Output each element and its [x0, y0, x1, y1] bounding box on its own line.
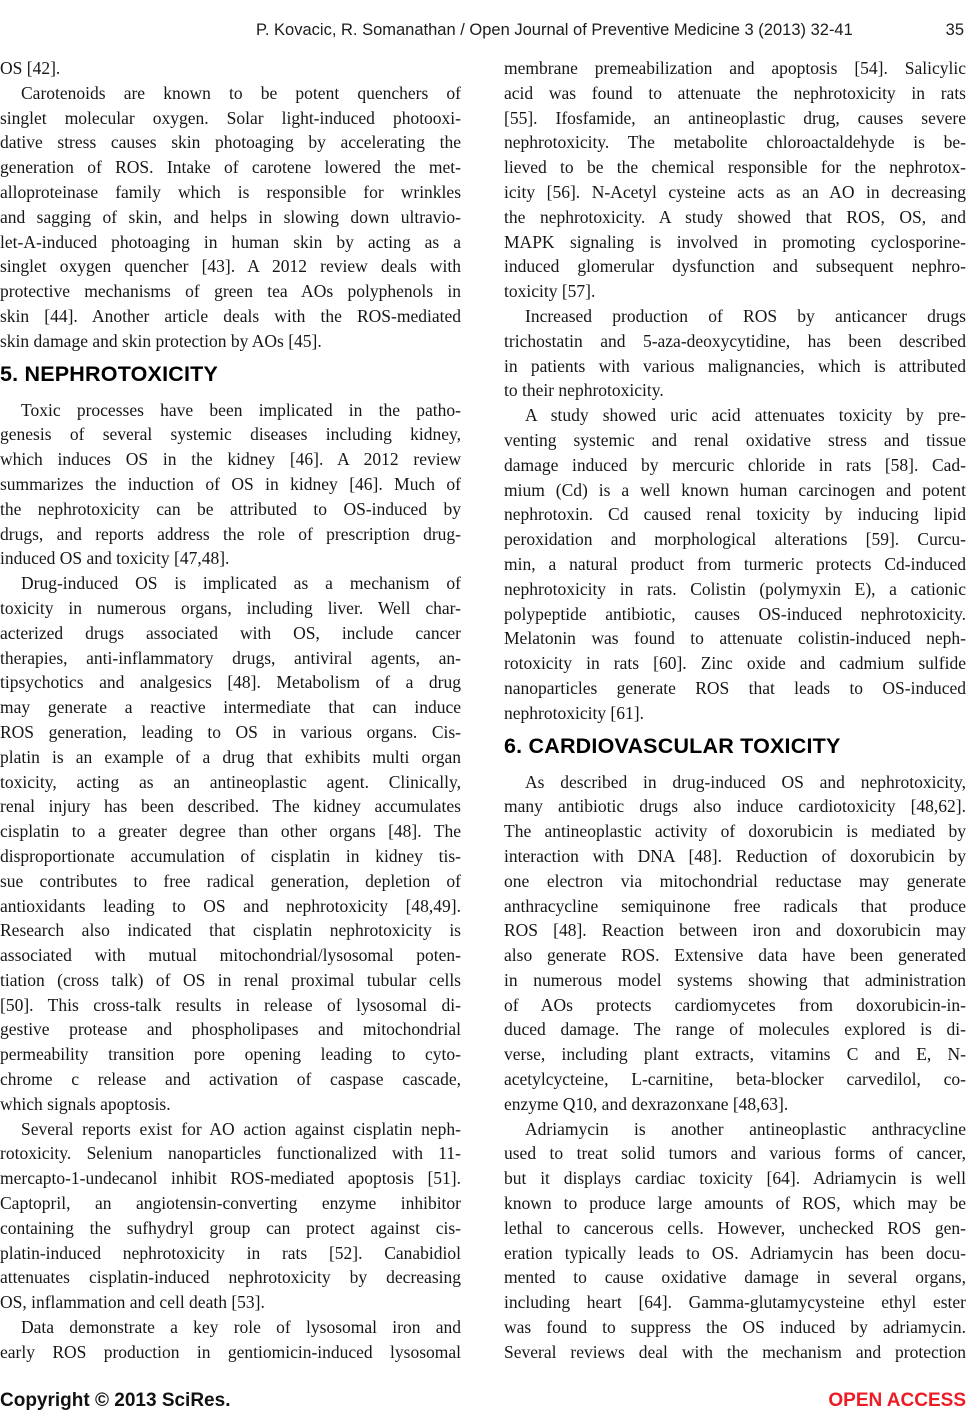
text-line: enzyme Q10, and dexrazonxane [48,63].	[504, 1093, 789, 1114]
text-line: acetylcycteine, L-carnitine, beta-blocker carvedilol, co-	[504, 1069, 966, 1090]
text-line: chrome c release and activation of caspase cascade,	[0, 1069, 461, 1090]
text-line: cisplatin to a greater degree than other organs [48]. The	[0, 821, 461, 842]
page-footer	[0, 1390, 966, 1412]
text-line: [50]. This cross-talk results in release of lysosomal di-	[0, 994, 461, 1015]
paragraph	[504, 1117, 966, 1365]
text-line: nanoparticles generate ROS that leads to OS-induced	[504, 677, 966, 698]
paragraph	[0, 56, 461, 81]
text-line: tipsychotics and analgesics [48]. Metabolism of a drug	[0, 672, 461, 693]
text-line: and sagging of skin, and helps in slowing down ultravio-	[0, 206, 461, 227]
text-line: which signals apoptosis.	[0, 1093, 171, 1114]
text-line: Data demonstrate a key role of lysosomal iron and	[21, 1317, 461, 1338]
text-line: which induces OS in the kidney [46]. A 2012 review	[0, 449, 461, 470]
text-line: [55]. Ifosfamide, an antineoplastic drug, causes severe	[504, 107, 966, 128]
text-line: toxicity in numerous organs, including liver. Well char-	[0, 597, 461, 618]
text-line: nephrotoxicity in rats. Colistin (polymyxin E), a cationic	[504, 578, 966, 599]
paragraph	[0, 398, 461, 572]
text-line: membrane premeabilization and apoptosis [54]. Salicylic	[504, 58, 966, 78]
text-line: disproportionate accumulation of cisplatin in kidney tis-	[0, 845, 461, 866]
text-line: let-A-induced photoaging in human skin by acting as a	[0, 231, 461, 252]
section-heading: 6. CARDIOVASCULAR TOXICITY	[504, 733, 841, 758]
text-line: skin [44]. Another article deals with the ROS-mediated	[0, 305, 461, 326]
text-line: singlet oxygen quencher [43]. A 2012 review deals with	[0, 256, 461, 277]
text-line: lieved to be the chemical responsible for the nephrotox-	[504, 157, 966, 178]
text-line: protective mechanisms of green tea AOs polyphenols in	[0, 281, 461, 302]
text-line: also generate ROS. Extensive data have been generated	[504, 945, 966, 966]
text-line: the nephrotoxicity. A study showed that ROS, OS, and	[504, 206, 966, 227]
text-line: Several reports exist for AO action against cisplatin neph-	[21, 1118, 461, 1139]
text-line: duced damage. The range of molecules explored is di-	[504, 1019, 966, 1040]
text-line: nephrotoxicity [61].	[504, 702, 644, 723]
paragraph	[504, 403, 966, 725]
text-line: sue contributes to free radical generation, depletion of	[0, 870, 461, 891]
left-column	[0, 56, 461, 1365]
text-line: nephrotoxicity. The metabolite chloroactaldehyde is be-	[504, 132, 966, 153]
page-number: 35	[945, 21, 964, 39]
text-line: toxicity, acting as an antineoplastic agent. Clinically,	[0, 771, 461, 792]
text-line: MAPK signaling is involved in promoting cyclosporine-	[504, 231, 966, 252]
text-line: early ROS production in gentiomicin-induced lysosomal	[0, 1341, 461, 1362]
text-line: skin damage and skin protection by AOs [45].	[0, 330, 322, 351]
text-line: eration typically leads to OS. Adriamycin has been docu-	[504, 1242, 966, 1263]
text-line: of AOs protects cardiomycetes from doxorubicin-in-	[504, 994, 966, 1015]
text-line: platin is an example of a drug that exhibits multi organ	[0, 746, 461, 767]
text-line: summarizes the induction of OS in kidney [46]. Much of	[0, 473, 461, 494]
text-line: icity [56]. N-Acetyl cysteine acts as an AO in decreasing	[504, 181, 966, 202]
paragraph	[504, 770, 966, 1117]
text-line: attenuates cisplatin-induced nephrotoxicity by decreasing	[0, 1267, 461, 1288]
paragraph	[0, 1117, 461, 1315]
text-line: lethal to cancerous cells. However, unchecked ROS gen-	[504, 1217, 966, 1238]
text-line: induced glomerular dysfunction and subsequent nephro-	[504, 256, 966, 277]
text-line: toxicity [57].	[504, 281, 596, 302]
text-line: Adriamycin is another antineoplastic anthracycline	[525, 1118, 966, 1139]
text-line: trichostatin and 5-aza-deoxycytidine, has been described	[504, 330, 966, 351]
paragraph	[0, 81, 461, 354]
text-line: may generate a reactive intermediate that can induce	[0, 697, 461, 718]
text-line: generation of ROS. Intake of carotene lowered the met-	[0, 157, 461, 178]
text-line: Carotenoids are known to be potent quenchers of	[21, 82, 461, 103]
text-line: Toxic processes have been implicated in the patho-	[21, 399, 461, 420]
text-line: OS, inflammation and cell death [53].	[0, 1292, 265, 1313]
text-line: OS [42].	[0, 58, 61, 78]
paragraph	[504, 56, 966, 304]
text-line: including heart [64]. Gamma-glutamycysteine ethyl ester	[504, 1292, 966, 1313]
right-column	[504, 56, 966, 1365]
paragraph	[0, 571, 461, 1117]
text-line: polypeptide antibiotic, causes OS-induced nephrotoxicity.	[504, 603, 966, 624]
paragraph	[0, 1315, 461, 1365]
text-line: Melatonin was found to attenuate colistin-induced neph-	[504, 628, 966, 649]
text-line: ROS [48]. Reaction between iron and doxorubicin may	[504, 920, 966, 941]
text-line: damage induced by mercuric chloride in rats [58]. Cad-	[504, 454, 966, 475]
text-line: genesis of several systemic diseases including kidney,	[0, 424, 461, 445]
text-line: permeability transition pore opening leading to cyto-	[0, 1044, 461, 1065]
text-line: mented to cause oxidative damage in several organs,	[504, 1267, 966, 1288]
text-line: min, a natural product from turmeric protects Cd-induced	[504, 553, 966, 574]
text-line: anthracycline semiquinone free radicals that produce	[504, 895, 966, 916]
text-line: Research also indicated that cisplatin nephrotoxicity is	[0, 920, 461, 941]
text-line: dative stress causes skin photoaging by accelerating the	[0, 132, 461, 153]
running-head	[0, 21, 966, 43]
section-heading: 5. NEPHROTOXICITY	[0, 361, 219, 386]
text-line: platin-induced nephrotoxicity in rats [52]. Canabidiol	[0, 1242, 461, 1263]
text-line: in patients with various malignancies, which is attributed	[504, 355, 966, 376]
text-line: induced OS and toxicity [47,48].	[0, 548, 230, 569]
text-line: mercapto-1-undecanol inhibit ROS-mediated apoptosis [51].	[0, 1168, 461, 1189]
text-line: venting systemic and renal oxidative stress and tissue	[504, 429, 966, 450]
text-line: Drug-induced OS is implicated as a mechanism of	[21, 573, 461, 594]
text-line: acterized drugs associated with OS, include cancer	[0, 622, 461, 643]
text-line: the nephrotoxicity can be attributed to OS-induced by	[0, 498, 461, 519]
text-line: A study showed uric acid attenuates toxicity by pre-	[525, 405, 966, 426]
text-line: used to treat solid tumors and various forms of cancer,	[504, 1143, 966, 1164]
text-line: therapies, anti-inflammatory drugs, antiviral agents, an-	[0, 647, 461, 668]
text-line: tiation (cross talk) of OS in renal proximal tubular cells	[0, 969, 461, 990]
text-line: Captopril, an angiotensin-converting enzyme inhibitor	[0, 1193, 461, 1214]
article-body	[0, 56, 966, 1365]
text-line: was found to suppress the OS induced by adriamycin.	[504, 1317, 966, 1338]
text-line: alloproteinase family which is responsible for wrinkles	[0, 181, 461, 202]
paragraph	[504, 304, 966, 403]
text-line: interaction with DNA [48]. Reduction of doxorubicin by	[504, 845, 966, 866]
text-line: drugs, and reports address the role of prescription drug-	[0, 523, 461, 544]
text-line: to their nephrotoxicity.	[504, 380, 664, 401]
text-line: nephrotoxin. Cd caused renal toxicity by inducing lipid	[504, 504, 966, 525]
copyright-notice: Copyright © 2013 SciRes.	[0, 1390, 231, 1411]
text-line: rotoxicity in rats [60]. Zinc oxide and cadmium sulfide	[504, 653, 966, 674]
running-title: P. Kovacic, R. Somanathan / Open Journal of Preventive Medicine 3 (2013) 32-41	[256, 21, 853, 39]
text-line: Increased production of ROS by anticancer drugs	[525, 305, 966, 326]
text-line: one electron via mitochondrial reductase may generate	[504, 870, 966, 891]
text-line: acid was found to attenuate the nephrotoxicity in rats	[504, 82, 966, 103]
text-line: known to produce large amounts of ROS, which may be	[504, 1193, 966, 1214]
text-line: antioxidants leading to OS and nephrotoxicity [48,49].	[0, 895, 461, 916]
text-line: The antineoplastic activity of doxorubicin is mediated by	[504, 821, 966, 842]
text-line: ROS generation, leading to OS in various organs. Cis-	[0, 721, 461, 742]
text-line: renal injury has been described. The kidney accumulates	[0, 796, 461, 817]
text-line: associated with mutual mitochondrial/lysosomal poten-	[0, 945, 461, 966]
text-line: many antibiotic drugs also induce cardiotoxicity [48,62].	[504, 796, 966, 817]
text-line: verse, including plant extracts, vitamins C and E, N-	[504, 1044, 966, 1065]
text-line: mium (Cd) is a well known human carcinogen and potent	[504, 479, 966, 500]
text-line: but it displays cardiac toxicity [64]. Adriamycin is well	[504, 1168, 966, 1189]
open-access-label: OPEN ACCESS	[828, 1390, 966, 1411]
text-line: in numerous model systems showing that administration	[504, 969, 966, 990]
text-line: rotoxicity. Selenium nanoparticles functionalized with 11-	[0, 1143, 461, 1164]
text-line: containing the sufhydryl group can protect against cis-	[0, 1217, 461, 1238]
text-line: As described in drug-induced OS and nephrotoxicity,	[525, 771, 966, 792]
text-line: gestive protease and phospholipases and mitochondrial	[0, 1019, 461, 1040]
text-line: singlet molecular oxygen. Solar light-induced photooxi-	[0, 107, 461, 128]
text-line: Several reviews deal with the mechanism and protection	[504, 1341, 966, 1362]
text-line: peroxidation and morphological alterations [59]. Curcu-	[504, 529, 966, 550]
